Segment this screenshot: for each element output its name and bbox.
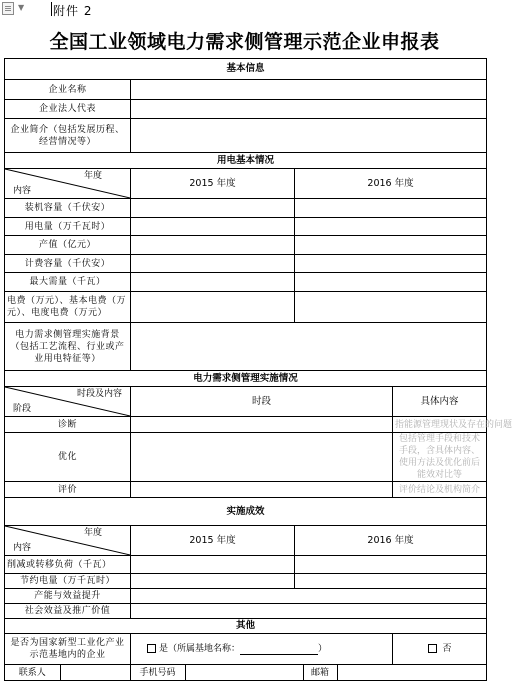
section-other	[5, 619, 487, 634]
table-header-row	[5, 169, 487, 199]
yes-label-end: ）	[318, 644, 328, 654]
table-header-row	[5, 387, 487, 417]
value-cell[interactable]	[131, 433, 393, 482]
no-label: 否	[442, 644, 452, 654]
base-name-input[interactable]	[240, 645, 318, 655]
section-implementation	[5, 371, 487, 387]
section-title: 电力需求侧管理实施情况	[5, 371, 487, 387]
table-row	[5, 604, 487, 619]
year-header: 2015 年度	[131, 169, 295, 199]
row-label: 用电量（万千瓦时）	[5, 218, 131, 236]
value-cell[interactable]	[295, 556, 487, 574]
value-cell[interactable]	[131, 604, 487, 619]
contact-person-field[interactable]	[60, 665, 130, 680]
corner-top-label: 时段及内容	[76, 389, 122, 399]
value-cell[interactable]	[131, 574, 295, 589]
value-cell[interactable]	[131, 482, 393, 498]
value-cell[interactable]	[131, 589, 487, 604]
table-row	[5, 255, 487, 273]
year-header: 2016 年度	[295, 169, 487, 199]
table-row	[5, 236, 487, 255]
phone-field[interactable]	[185, 665, 303, 680]
page-title: 全国工业领域电力需求侧管理示范企业申报表	[49, 31, 440, 53]
section-title: 实施成效	[5, 498, 487, 526]
contact-row	[5, 665, 487, 681]
value-cell[interactable]	[131, 556, 295, 574]
section-basic	[5, 59, 487, 80]
diagonal-header-cell	[5, 526, 131, 556]
table-row	[5, 218, 487, 236]
attachment-label: 附件 2	[53, 4, 93, 18]
hint-text[interactable]: 包括管理手段和技术手段，含具体内容、使用方法及优化前后能效对比等	[393, 433, 487, 482]
table-row	[5, 589, 487, 604]
row-label: 诊断	[5, 417, 131, 433]
phone-label: 手机号码	[139, 667, 176, 678]
table-row	[5, 292, 487, 323]
section-title: 其他	[5, 619, 487, 634]
company-name-field[interactable]	[131, 80, 487, 100]
company-profile-field[interactable]	[131, 119, 487, 153]
value-cell[interactable]	[295, 273, 487, 292]
value-cell[interactable]	[131, 218, 295, 236]
value-cell[interactable]	[131, 292, 295, 323]
section-results	[5, 498, 487, 526]
row-label: 评价	[5, 482, 131, 498]
value-cell[interactable]	[295, 218, 487, 236]
checkbox-icon[interactable]	[147, 644, 156, 653]
value-cell[interactable]	[295, 255, 487, 273]
contact-person-label: 联系人	[18, 667, 46, 678]
year-header: 2016 年度	[295, 526, 487, 556]
row-label: 电费（万元）、基本电费（万元）、电度电费（万元）	[5, 292, 131, 323]
row-label: 是否为国家新型工业化产业示范基地内的企业	[5, 634, 131, 665]
form-row	[5, 100, 487, 119]
value-cell[interactable]	[131, 236, 295, 255]
corner-bottom-label: 内容	[13, 543, 32, 553]
row-label: 最大需量（千瓦）	[5, 273, 131, 292]
field-label: 企业简介（包括发展历程、经营情况等）	[5, 119, 131, 153]
row-label: 削减或转移负荷（千瓦）	[5, 556, 131, 574]
row-label: 优化	[5, 433, 131, 482]
row-label: 产能与效益提升	[5, 589, 131, 604]
row-label: 计费容量（千伏安）	[5, 255, 131, 273]
document-toolbar	[0, 0, 489, 20]
yes-option[interactable]	[131, 634, 393, 665]
value-cell[interactable]	[131, 417, 393, 433]
table-header-row	[5, 526, 487, 556]
column-header: 时段	[131, 387, 393, 417]
section-title: 用电基本情况	[5, 153, 487, 169]
value-cell[interactable]	[295, 292, 487, 323]
section-power	[5, 153, 487, 169]
row-label: 电力需求侧管理实施背景（包括工艺流程、行业或产业用电特征等）	[5, 323, 131, 371]
table-row	[5, 556, 487, 574]
table-row	[5, 323, 487, 371]
section-title: 基本信息	[5, 59, 487, 80]
diagonal-header-cell	[5, 387, 131, 417]
checkbox-icon[interactable]	[428, 644, 437, 653]
diagonal-header-cell	[5, 169, 131, 199]
email-label: 邮箱	[310, 667, 329, 678]
legal-rep-field[interactable]	[131, 100, 487, 119]
application-form	[4, 58, 512, 681]
contact-table	[5, 665, 486, 680]
row-label: 产值（亿元）	[5, 236, 131, 255]
text-cursor	[51, 2, 52, 16]
value-cell[interactable]	[295, 236, 487, 255]
email-field[interactable]	[337, 665, 486, 680]
form-row	[5, 634, 487, 665]
field-label: 企业法人代表	[5, 100, 131, 119]
table-row	[5, 433, 487, 482]
table-row	[5, 273, 487, 292]
value-cell[interactable]	[131, 255, 295, 273]
contact-cell	[5, 665, 487, 681]
field-label: 企业名称	[5, 80, 131, 100]
hint-text[interactable]: 评价结论及机构简介	[393, 482, 487, 498]
chevron-down-icon[interactable]: ▼	[18, 3, 25, 12]
table-row	[5, 199, 487, 218]
hint-text[interactable]: 指能源管理现状及存在的问题	[393, 417, 487, 433]
no-option[interactable]	[393, 634, 487, 665]
row-label: 装机容量（千伏安）	[5, 199, 131, 218]
value-cell[interactable]	[131, 199, 295, 218]
form-row	[5, 80, 487, 100]
value-cell[interactable]	[295, 199, 487, 218]
yes-label: 是（所属基地名称：	[159, 644, 241, 654]
document-icon[interactable]	[2, 2, 14, 15]
value-cell[interactable]	[295, 574, 487, 589]
year-header: 2015 年度	[131, 526, 295, 556]
corner-bottom-label: 阶段	[13, 404, 32, 414]
table-row	[5, 482, 487, 498]
corner-bottom-label: 内容	[13, 186, 32, 196]
column-header: 具体内容	[393, 387, 487, 417]
value-cell[interactable]	[131, 273, 295, 292]
value-cell[interactable]	[131, 323, 487, 371]
corner-top-label: 年度	[83, 528, 102, 538]
row-label: 社会效益及推广价值	[5, 604, 131, 619]
table-row	[5, 417, 487, 433]
form-row	[5, 119, 487, 153]
table-row	[5, 574, 487, 589]
corner-top-label: 年度	[83, 171, 102, 181]
row-label: 节约电量（万千瓦时）	[5, 574, 131, 589]
